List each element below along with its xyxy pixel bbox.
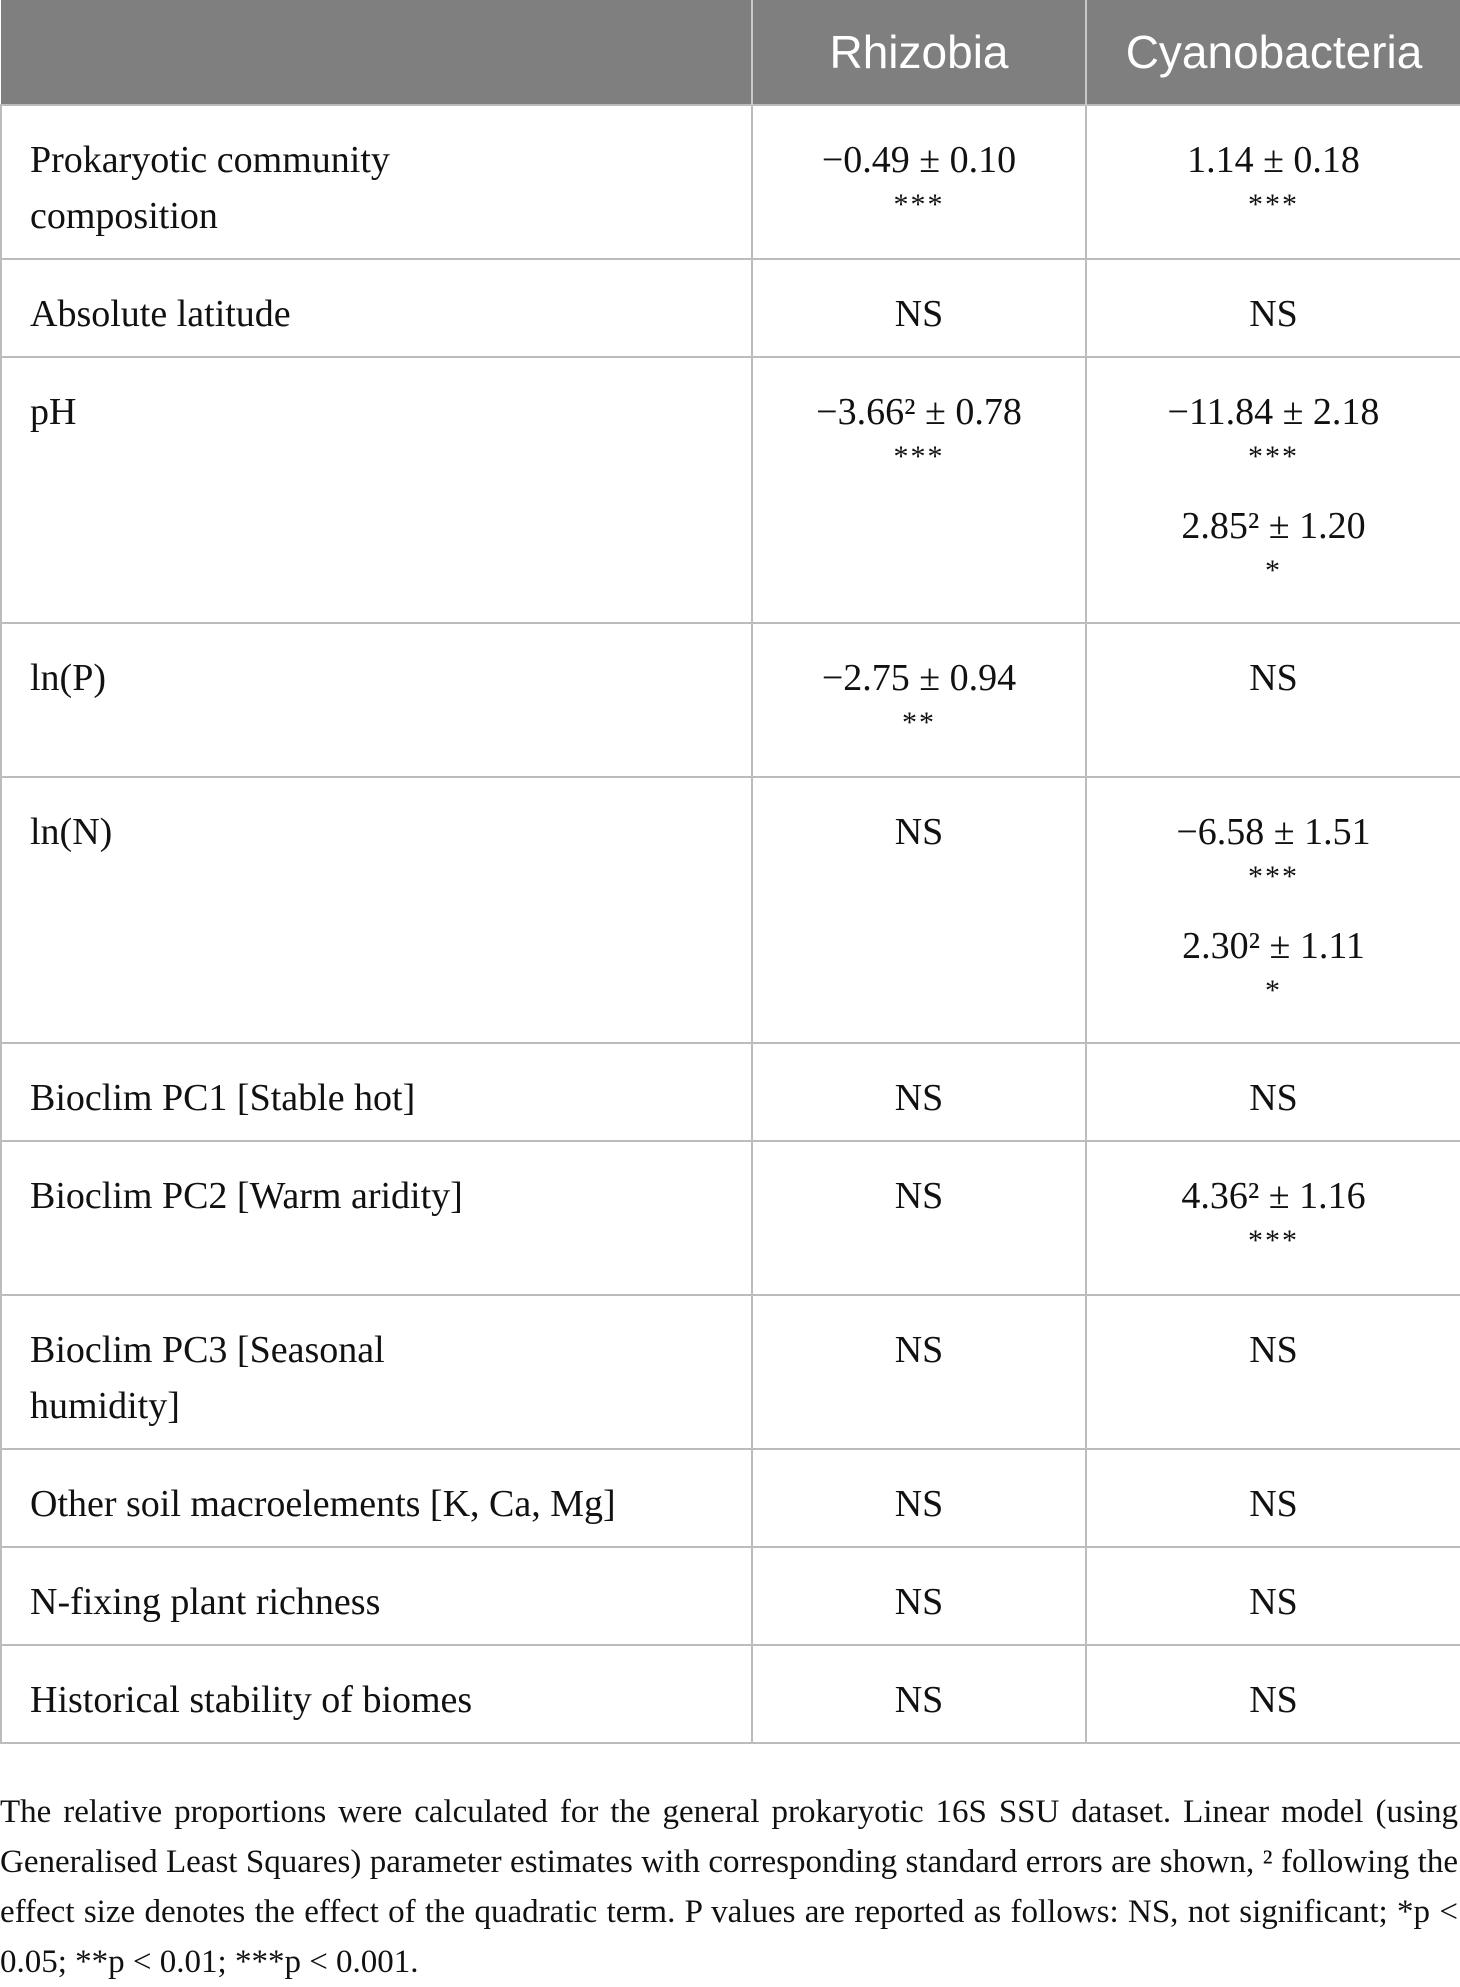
cyanobacteria-estimate: 2.30² ± 1.11 (1182, 925, 1365, 967)
row-label: Bioclim PC1 [Stable hot] (30, 1077, 416, 1119)
table-row (1, 623, 1460, 777)
table-footnote: The relative proportions were calculated for the general prokaryotic 16S SSU dataset. Linear model (using Generalised Least Squares) parameter estimates with corresponding standard errors are shown, ² following the effect size denotes the effect of the quadratic term. P values are reported as follows: NS, not significant; *p < 0.05; **p < 0.01; ***p < 0.001. (0, 1794, 1458, 1980)
row-label-cell (1, 357, 752, 623)
rhizobia-estimate: NS (894, 293, 944, 335)
row-label: ln(P) (30, 657, 106, 699)
rhizobia-cell (752, 259, 1086, 357)
rhizobia-cell (752, 1141, 1086, 1295)
row-label-cell (1, 259, 752, 357)
row-label-cell (1, 1645, 752, 1743)
header-row (1, 0, 1460, 105)
rhizobia-cell (752, 1449, 1086, 1547)
cyanobacteria-estimate: NS (1249, 1679, 1298, 1721)
table-row (1, 1295, 1460, 1449)
row-label-cell (1, 105, 752, 259)
header-blank (1, 0, 752, 105)
rhizobia-significance: ** (902, 706, 936, 739)
cyanobacteria-cell (1086, 1645, 1460, 1743)
rhizobia-estimate: NS (894, 1077, 944, 1119)
rhizobia-cell (752, 105, 1086, 259)
cyanobacteria-estimate: NS (1249, 1581, 1298, 1623)
rhizobia-cell (752, 623, 1086, 777)
cyanobacteria-cell (1086, 105, 1460, 259)
rhizobia-estimate: −3.66² ± 0.78 (816, 391, 1022, 433)
rhizobia-cell (752, 1295, 1086, 1449)
cyanobacteria-estimate: 1.14 ± 0.18 (1187, 139, 1360, 181)
rhizobia-estimate: NS (894, 1483, 944, 1525)
rhizobia-estimate: −0.49 ± 0.10 (821, 139, 1017, 181)
cyanobacteria-estimate: −11.84 ± 2.18 (1167, 391, 1380, 433)
rhizobia-estimate: NS (894, 1175, 944, 1217)
cyanobacteria-cell (1086, 1043, 1460, 1141)
cyanobacteria-cell (1086, 1449, 1460, 1547)
table-row (1, 777, 1460, 1043)
cyanobacteria-estimate: NS (1249, 657, 1298, 699)
header-rhizobia: Rhizobia (752, 0, 1086, 105)
row-label-cell (1, 623, 752, 777)
table-row (1, 357, 1460, 623)
cyanobacteria-significance: *** (1248, 860, 1299, 893)
rhizobia-significance: *** (893, 188, 945, 221)
cyanobacteria-cell (1086, 1295, 1460, 1449)
cyanobacteria-significance: * (1265, 974, 1282, 1007)
cyanobacteria-cell (1086, 259, 1460, 357)
row-label-cell (1, 777, 752, 1043)
cyanobacteria-estimate: −6.58 ± 1.51 (1176, 811, 1371, 853)
row-label: Prokaryotic community composition (30, 139, 390, 237)
rhizobia-cell (752, 1547, 1086, 1645)
row-label: N-fixing plant richness (30, 1581, 381, 1623)
cyanobacteria-estimate: NS (1249, 1483, 1298, 1525)
rhizobia-cell (752, 1043, 1086, 1141)
cyanobacteria-cell (1086, 357, 1460, 623)
row-label: Bioclim PC2 [Warm aridity] (30, 1175, 463, 1217)
cyanobacteria-cell (1086, 1141, 1460, 1295)
rhizobia-estimate: NS (894, 1581, 944, 1623)
row-label-cell (1, 1295, 752, 1449)
row-label: pH (30, 391, 77, 433)
row-label-cell (1, 1547, 752, 1645)
table-row (1, 1449, 1460, 1547)
cyanobacteria-cell (1086, 623, 1460, 777)
table-row (1, 105, 1460, 259)
row-label: ln(N) (30, 811, 113, 853)
rhizobia-cell (752, 777, 1086, 1043)
row-label-cell (1, 1449, 752, 1547)
cyanobacteria-cell (1086, 1547, 1460, 1645)
rhizobia-estimate: NS (894, 1329, 944, 1371)
rhizobia-significance: *** (893, 440, 945, 473)
cyanobacteria-cell (1086, 777, 1460, 1043)
cyanobacteria-estimate: NS (1249, 293, 1298, 335)
cyanobacteria-estimate: NS (1249, 1077, 1298, 1119)
cyanobacteria-significance: * (1265, 554, 1282, 587)
table-row (1, 1547, 1460, 1645)
table-row (1, 1043, 1460, 1141)
rhizobia-estimate: NS (894, 811, 944, 853)
row-label-cell (1, 1043, 752, 1141)
row-label: Absolute latitude (30, 293, 291, 335)
rhizobia-cell (752, 357, 1086, 623)
cyanobacteria-estimate: NS (1249, 1329, 1298, 1371)
table-body (1, 105, 1460, 1743)
table-row (1, 1645, 1460, 1743)
rhizobia-estimate: −2.75 ± 0.94 (821, 657, 1017, 699)
row-label: Other soil macroelements [K, Ca, Mg] (30, 1483, 616, 1525)
cyanobacteria-estimate: 4.36² ± 1.16 (1181, 1175, 1366, 1217)
row-label: Bioclim PC3 [Seasonal humidity] (30, 1329, 385, 1427)
cyanobacteria-significance: *** (1248, 1224, 1299, 1257)
table-row (1, 259, 1460, 357)
cyanobacteria-significance: *** (1248, 188, 1299, 221)
cyanobacteria-significance: *** (1248, 440, 1299, 473)
rhizobia-cell (752, 1645, 1086, 1743)
row-label-cell (1, 1141, 752, 1295)
row-label: Historical stability of biomes (30, 1679, 473, 1721)
cyanobacteria-estimate: 2.85² ± 1.20 (1181, 505, 1366, 547)
rhizobia-estimate: NS (894, 1679, 944, 1721)
header-cyanobacteria: Cyanobacteria (1086, 0, 1460, 105)
table-row (1, 1141, 1460, 1295)
